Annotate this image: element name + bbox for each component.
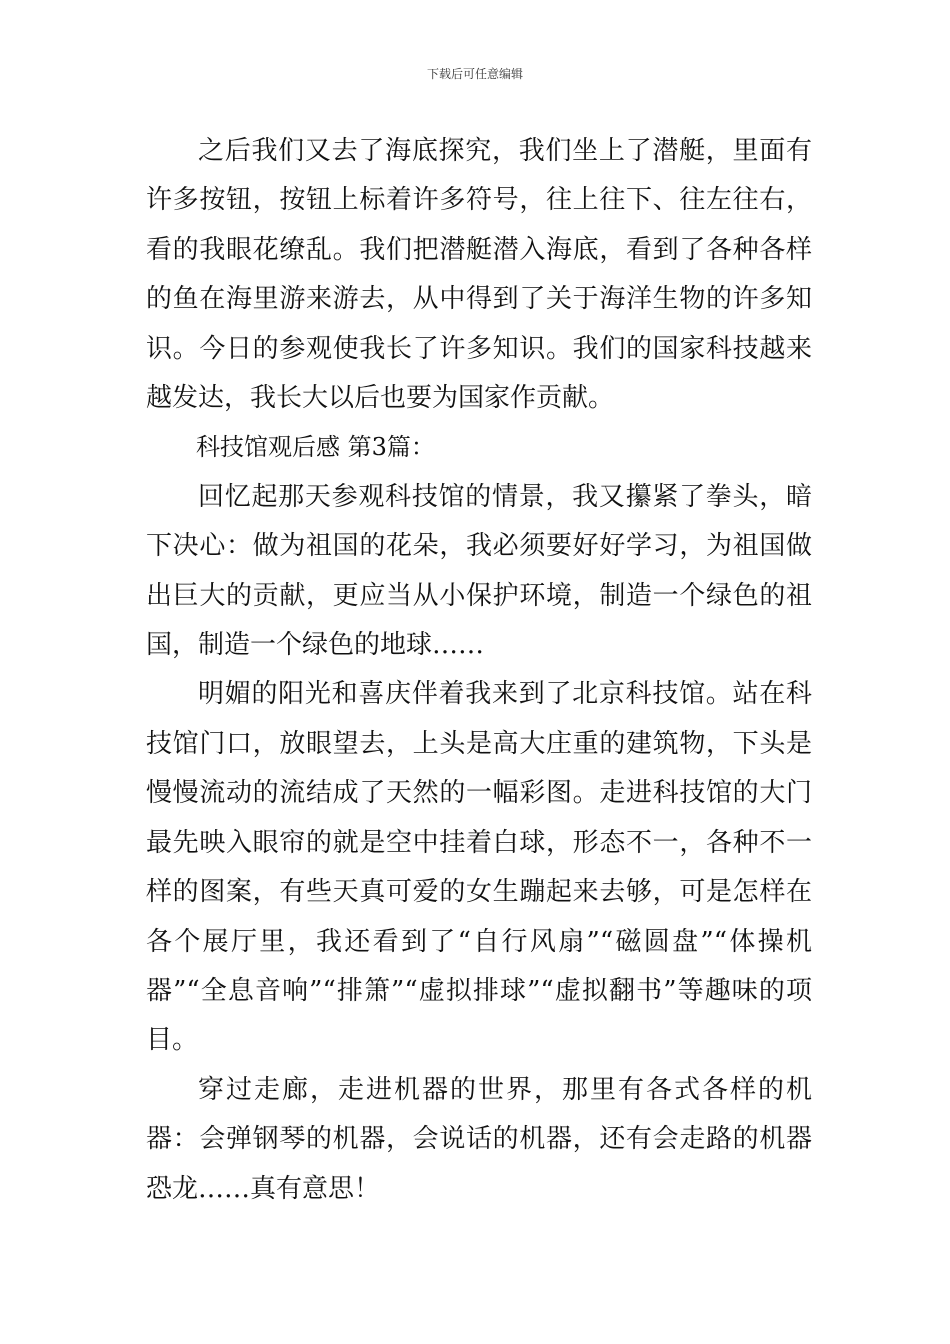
paragraph-museum-visit: 明媚的阳光和喜庆伴着我来到了北京科技馆。站在科技馆门口，放眼望去，上头是高大庄重的建筑物，下头是慢慢流动的流结成了天然的一幅彩图。走进科技馆的大门最先映入眼帘的就是空中挂着白球，形态不一，各种不一样的图案，有些天真可爱的女生蹦起来去够，可是怎样在各个展厅里，我还看到了“自行风扇”“磁圆盘”“体操机器”“全息音响”“排箫”“虚拟排球”“虚拟翻书”等趣味的项目。 bbox=[146, 679, 812, 1056]
document-body bbox=[146, 127, 812, 1214]
section-heading: 科技馆观后感 第3篇： bbox=[196, 433, 435, 462]
paragraph-ocean-exploration: 之后我们又去了海底探究，我们坐上了潜艇，里面有许多按钮，按钮上标着许多符号，往上往下、往左往右，看的我眼花缭乱。我们把潜艇潜入海底，看到了各种各样的鱼在海里游来游去，从中得到了关于海洋生物的许多知识。今日的参观使我长了许多知识。我们的国家科技越来越发达，我长大以后也要为国家作贡献。 bbox=[146, 136, 812, 414]
page-header-note: 下载后可任意编辑 bbox=[426, 67, 523, 81]
paragraph-recollection: 回忆起那天参观科技馆的情景，我又攥紧了拳头，暗下决心：做为祖国的花朵，我必须要好好学习，为祖国做出巨大的贡献，更应当从小保护环境，制造一个绿色的祖国，制造一个绿色的地球…… bbox=[146, 481, 812, 661]
paragraph-robot-world: 穿过走廊，走进机器的世界，那里有各式各样的机器：会弹钢琴的机器，会说话的机器，还有会走路的机器恐龙……真有意思！ bbox=[146, 1074, 812, 1204]
